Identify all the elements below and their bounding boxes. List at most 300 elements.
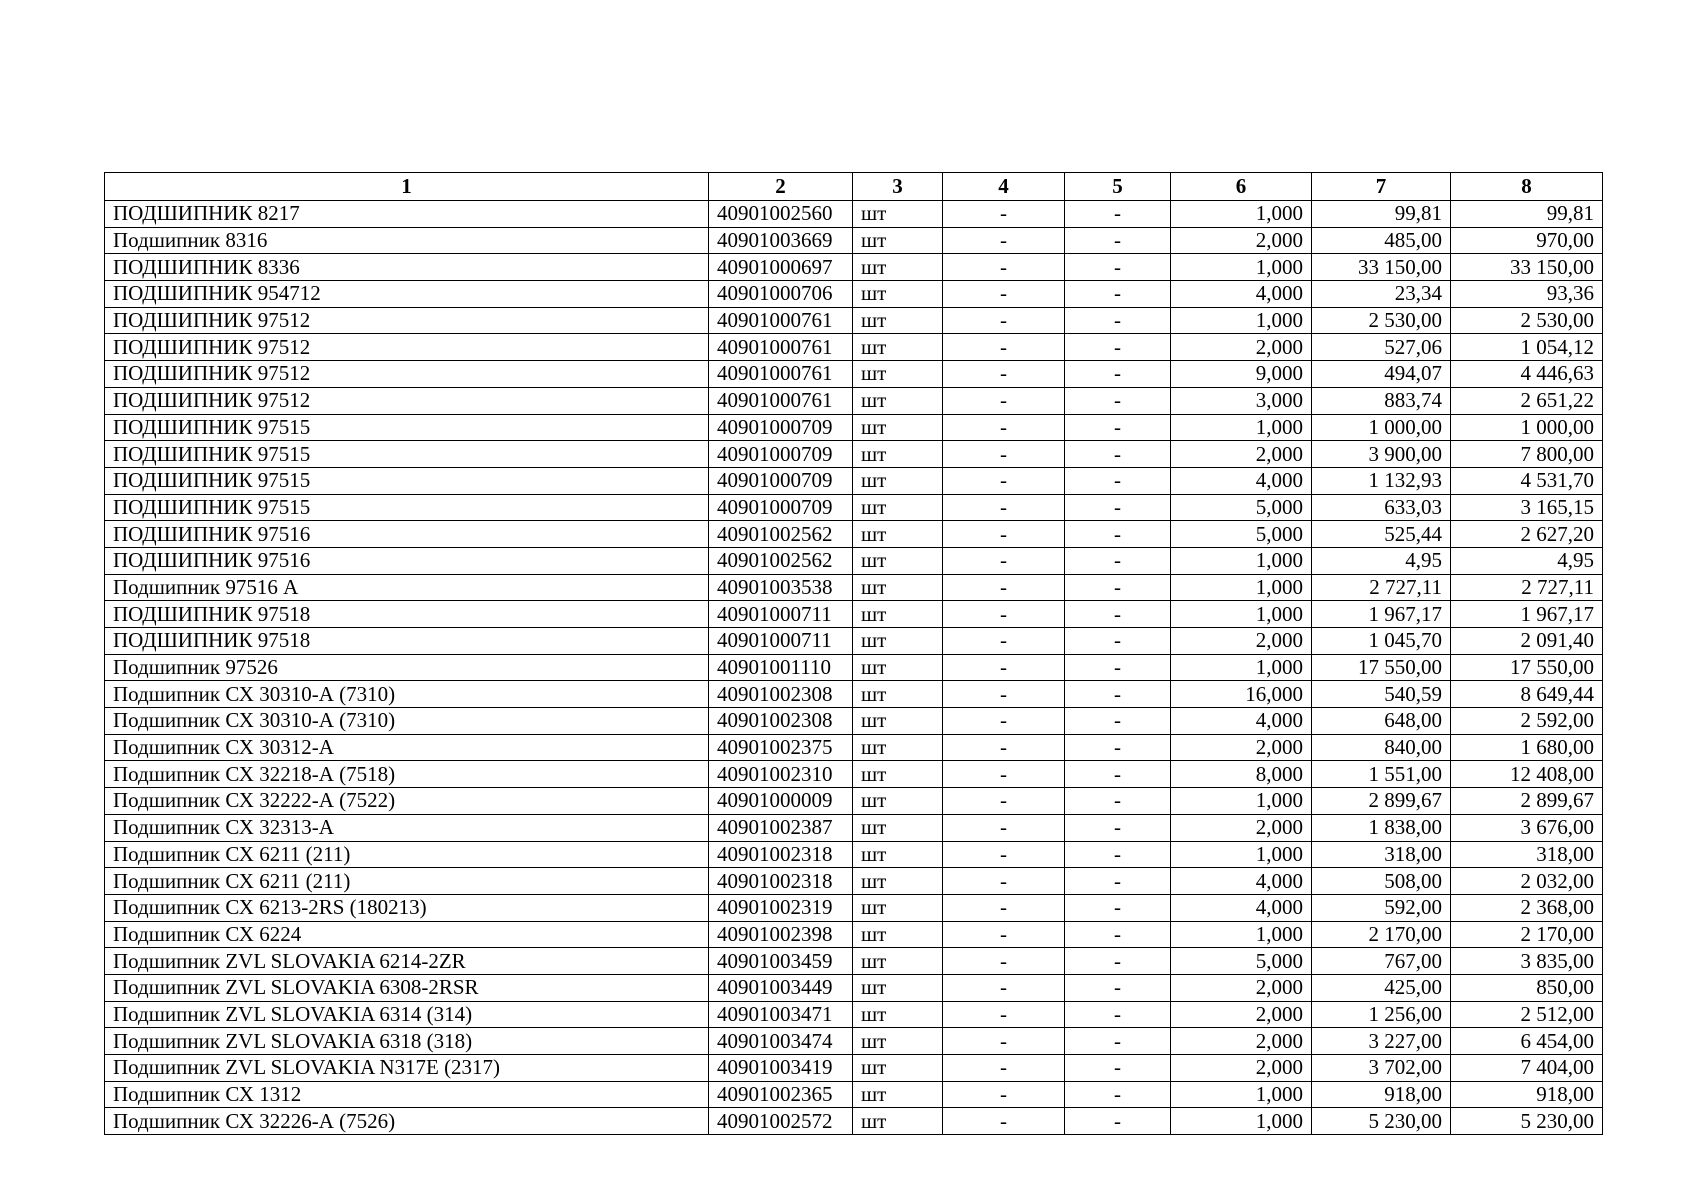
quantity-cell: 1,000 [1171,1081,1312,1108]
price-cell: 2 899,67 [1312,788,1451,815]
amount-cell: 4,95 [1451,547,1603,574]
unit-cell: шт [853,654,943,681]
quantity-cell: 5,000 [1171,494,1312,521]
amount-cell: 2 727,11 [1451,574,1603,601]
amount-cell: 8 649,44 [1451,681,1603,708]
col5-value-cell: - [1065,414,1171,441]
item-code-cell: 40901001110 [709,654,853,681]
table-row [105,281,1603,308]
col5-value-cell: - [1065,894,1171,921]
item-name-cell: Подшипник СХ 32226-А (7526) [105,1108,709,1135]
col4-value-cell: - [943,467,1065,494]
item-code-cell: 40901000706 [709,281,853,308]
price-cell: 1 000,00 [1312,414,1451,441]
table-row [105,681,1603,708]
unit-cell: шт [853,948,943,975]
item-code-cell: 40901000709 [709,414,853,441]
amount-cell: 7 800,00 [1451,441,1603,468]
price-cell: 99,81 [1312,201,1451,228]
item-code-cell: 40901002562 [709,547,853,574]
quantity-cell: 1,000 [1171,254,1312,281]
price-cell: 592,00 [1312,894,1451,921]
quantity-cell: 1,000 [1171,574,1312,601]
col5-value-cell: - [1065,921,1171,948]
item-code-cell: 40901000709 [709,467,853,494]
table-row [105,1001,1603,1028]
amount-cell: 99,81 [1451,201,1603,228]
col4-value-cell: - [943,441,1065,468]
col4-value-cell: - [943,254,1065,281]
unit-cell: шт [853,334,943,361]
item-name-cell: Подшипник ZVL SLOVAKIA 6214-2ZR [105,948,709,975]
column-header-8: 8 [1451,173,1603,201]
item-code-cell: 40901002318 [709,868,853,895]
column-header-1: 1 [105,173,709,201]
table-row [105,494,1603,521]
item-name-cell: Подшипник ZVL SLOVAKIA 6308-2RSR [105,974,709,1001]
column-header-4: 4 [943,173,1065,201]
quantity-cell: 4,000 [1171,868,1312,895]
price-cell: 17 550,00 [1312,654,1451,681]
price-cell: 648,00 [1312,708,1451,735]
quantity-cell: 2,000 [1171,334,1312,361]
unit-cell: шт [853,227,943,254]
item-code-cell: 40901002387 [709,814,853,841]
item-code-cell: 40901002308 [709,681,853,708]
table-row [105,387,1603,414]
quantity-cell: 4,000 [1171,894,1312,921]
col5-value-cell: - [1065,361,1171,388]
quantity-cell: 9,000 [1171,361,1312,388]
amount-cell: 2 651,22 [1451,387,1603,414]
col5-value-cell: - [1065,334,1171,361]
item-name-cell: ПОДШИПНИК 8336 [105,254,709,281]
price-cell: 1 551,00 [1312,761,1451,788]
amount-cell: 2 512,00 [1451,1001,1603,1028]
item-code-cell: 40901000761 [709,334,853,361]
price-cell: 425,00 [1312,974,1451,1001]
col4-value-cell: - [943,547,1065,574]
table-row [105,628,1603,655]
col5-value-cell: - [1065,761,1171,788]
col5-value-cell: - [1065,467,1171,494]
unit-cell: шт [853,307,943,334]
col5-value-cell: - [1065,281,1171,308]
item-code-cell: 40901003449 [709,974,853,1001]
col5-value-cell: - [1065,601,1171,628]
price-cell: 525,44 [1312,521,1451,548]
price-cell: 318,00 [1312,841,1451,868]
col4-value-cell: - [943,894,1065,921]
col4-value-cell: - [943,601,1065,628]
col4-value-cell: - [943,414,1065,441]
col5-value-cell: - [1065,628,1171,655]
price-cell: 494,07 [1312,361,1451,388]
quantity-cell: 2,000 [1171,1055,1312,1082]
unit-cell: шт [853,1001,943,1028]
item-name-cell: Подшипник СХ 1312 [105,1081,709,1108]
item-name-cell: ПОДШИПНИК 97518 [105,601,709,628]
col4-value-cell: - [943,868,1065,895]
amount-cell: 2 091,40 [1451,628,1603,655]
col4-value-cell: - [943,974,1065,1001]
unit-cell: шт [853,574,943,601]
unit-cell: шт [853,254,943,281]
table-row [105,441,1603,468]
item-name-cell: ПОДШИПНИК 97512 [105,387,709,414]
table-row [105,361,1603,388]
table-row [105,654,1603,681]
price-cell: 3 702,00 [1312,1055,1451,1082]
item-name-cell: Подшипник СХ 32222-А (7522) [105,788,709,815]
col5-value-cell: - [1065,734,1171,761]
price-cell: 883,74 [1312,387,1451,414]
table-row [105,334,1603,361]
item-name-cell: Подшипник СХ 30312-А [105,734,709,761]
column-header-7: 7 [1312,173,1451,201]
col4-value-cell: - [943,574,1065,601]
col4-value-cell: - [943,708,1065,735]
amount-cell: 4 531,70 [1451,467,1603,494]
table-row [105,414,1603,441]
col4-value-cell: - [943,921,1065,948]
item-name-cell: ПОДШИПНИК 97512 [105,307,709,334]
table-row [105,1108,1603,1135]
col5-value-cell: - [1065,868,1171,895]
item-name-cell: ПОДШИПНИК 97516 [105,521,709,548]
unit-cell: шт [853,841,943,868]
item-code-cell: 40901000711 [709,601,853,628]
col5-value-cell: - [1065,814,1171,841]
col5-value-cell: - [1065,974,1171,1001]
col4-value-cell: - [943,948,1065,975]
column-header-5: 5 [1065,173,1171,201]
amount-cell: 2 032,00 [1451,868,1603,895]
unit-cell: шт [853,761,943,788]
quantity-cell: 2,000 [1171,1001,1312,1028]
amount-cell: 1 054,12 [1451,334,1603,361]
amount-cell: 3 676,00 [1451,814,1603,841]
amount-cell: 2 592,00 [1451,708,1603,735]
quantity-cell: 3,000 [1171,387,1312,414]
item-code-cell: 40901000761 [709,307,853,334]
price-cell: 23,34 [1312,281,1451,308]
col5-value-cell: - [1065,547,1171,574]
amount-cell: 850,00 [1451,974,1603,1001]
unit-cell: шт [853,734,943,761]
quantity-cell: 4,000 [1171,281,1312,308]
col4-value-cell: - [943,1055,1065,1082]
amount-cell: 1 680,00 [1451,734,1603,761]
price-cell: 485,00 [1312,227,1451,254]
col5-value-cell: - [1065,1028,1171,1055]
col4-value-cell: - [943,814,1065,841]
price-cell: 4,95 [1312,547,1451,574]
item-name-cell: ПОДШИПНИК 97512 [105,361,709,388]
item-name-cell: Подшипник СХ 6211 (211) [105,841,709,868]
unit-cell: шт [853,708,943,735]
quantity-cell: 1,000 [1171,307,1312,334]
item-code-cell: 40901002310 [709,761,853,788]
table-row [105,547,1603,574]
item-name-cell: Подшипник СХ 30310-А (7310) [105,681,709,708]
item-name-cell: Подшипник ZVL SLOVAKIA N317E (2317) [105,1055,709,1082]
item-name-cell: ПОДШИПНИК 97516 [105,547,709,574]
item-name-cell: ПОДШИПНИК 8217 [105,201,709,228]
price-cell: 840,00 [1312,734,1451,761]
quantity-cell: 2,000 [1171,734,1312,761]
col4-value-cell: - [943,387,1065,414]
item-name-cell: ПОДШИПНИК 954712 [105,281,709,308]
col5-value-cell: - [1065,574,1171,601]
table-row [105,761,1603,788]
item-code-cell: 40901003669 [709,227,853,254]
col4-value-cell: - [943,1001,1065,1028]
table-row [105,574,1603,601]
price-cell: 33 150,00 [1312,254,1451,281]
item-name-cell: ПОДШИПНИК 97515 [105,467,709,494]
item-code-cell: 40901002572 [709,1108,853,1135]
item-name-cell: Подшипник СХ 30310-А (7310) [105,708,709,735]
price-cell: 2 727,11 [1312,574,1451,601]
amount-cell: 2 899,67 [1451,788,1603,815]
table-row [105,1028,1603,1055]
column-header-2: 2 [709,173,853,201]
table-row [105,227,1603,254]
table-row [105,894,1603,921]
item-name-cell: Подшипник 97516 А [105,574,709,601]
item-code-cell: 40901003474 [709,1028,853,1055]
col4-value-cell: - [943,227,1065,254]
unit-cell: шт [853,201,943,228]
item-name-cell: ПОДШИПНИК 97515 [105,441,709,468]
unit-cell: шт [853,547,943,574]
price-cell: 3 227,00 [1312,1028,1451,1055]
price-cell: 2 170,00 [1312,921,1451,948]
amount-cell: 1 000,00 [1451,414,1603,441]
item-name-cell: Подшипник 97526 [105,654,709,681]
table-row [105,814,1603,841]
price-cell: 1 132,93 [1312,467,1451,494]
price-cell: 1 256,00 [1312,1001,1451,1028]
table-row [105,467,1603,494]
item-code-cell: 40901003459 [709,948,853,975]
item-code-cell: 40901000697 [709,254,853,281]
col4-value-cell: - [943,1108,1065,1135]
unit-cell: шт [853,814,943,841]
col5-value-cell: - [1065,254,1171,281]
unit-cell: шт [853,494,943,521]
table-row [105,974,1603,1001]
quantity-cell: 1,000 [1171,841,1312,868]
col5-value-cell: - [1065,1081,1171,1108]
table-header [105,173,1603,201]
col4-value-cell: - [943,788,1065,815]
item-code-cell: 40901003471 [709,1001,853,1028]
item-code-cell: 40901000711 [709,628,853,655]
amount-cell: 2 170,00 [1451,921,1603,948]
item-code-cell: 40901002365 [709,1081,853,1108]
item-name-cell: ПОДШИПНИК 97515 [105,494,709,521]
price-cell: 527,06 [1312,334,1451,361]
col4-value-cell: - [943,681,1065,708]
col5-value-cell: - [1065,1001,1171,1028]
unit-cell: шт [853,628,943,655]
quantity-cell: 2,000 [1171,1028,1312,1055]
item-name-cell: Подшипник СХ 32313-А [105,814,709,841]
table-row [105,521,1603,548]
unit-cell: шт [853,387,943,414]
col5-value-cell: - [1065,201,1171,228]
quantity-cell: 1,000 [1171,201,1312,228]
item-name-cell: Подшипник СХ 6211 (211) [105,868,709,895]
unit-cell: шт [853,521,943,548]
col5-value-cell: - [1065,521,1171,548]
col5-value-cell: - [1065,227,1171,254]
col4-value-cell: - [943,1028,1065,1055]
col4-value-cell: - [943,841,1065,868]
col4-value-cell: - [943,628,1065,655]
unit-cell: шт [853,601,943,628]
item-name-cell: Подшипник СХ 6213-2RS (180213) [105,894,709,921]
item-code-cell: 40901002562 [709,521,853,548]
unit-cell: шт [853,894,943,921]
col4-value-cell: - [943,334,1065,361]
price-cell: 767,00 [1312,948,1451,975]
quantity-cell: 1,000 [1171,547,1312,574]
item-code-cell: 40901000709 [709,441,853,468]
column-header-3: 3 [853,173,943,201]
col5-value-cell: - [1065,494,1171,521]
item-code-cell: 40901000761 [709,361,853,388]
col5-value-cell: - [1065,708,1171,735]
col4-value-cell: - [943,521,1065,548]
quantity-cell: 1,000 [1171,601,1312,628]
unit-cell: шт [853,868,943,895]
quantity-cell: 1,000 [1171,1108,1312,1135]
unit-cell: шт [853,788,943,815]
amount-cell: 7 404,00 [1451,1055,1603,1082]
item-code-cell: 40901003419 [709,1055,853,1082]
col5-value-cell: - [1065,948,1171,975]
amount-cell: 4 446,63 [1451,361,1603,388]
item-name-cell: Подшипник 8316 [105,227,709,254]
col5-value-cell: - [1065,1108,1171,1135]
table-body [105,201,1603,1135]
item-code-cell: 40901000709 [709,494,853,521]
quantity-cell: 1,000 [1171,788,1312,815]
table-row [105,734,1603,761]
price-cell: 3 900,00 [1312,441,1451,468]
quantity-cell: 2,000 [1171,628,1312,655]
col5-value-cell: - [1065,1055,1171,1082]
item-code-cell: 40901002560 [709,201,853,228]
item-name-cell: Подшипник СХ 32218-А (7518) [105,761,709,788]
amount-cell: 17 550,00 [1451,654,1603,681]
price-cell: 633,03 [1312,494,1451,521]
table-row [105,788,1603,815]
table-row [105,708,1603,735]
amount-cell: 5 230,00 [1451,1108,1603,1135]
col4-value-cell: - [943,281,1065,308]
quantity-cell: 2,000 [1171,974,1312,1001]
col5-value-cell: - [1065,307,1171,334]
item-name-cell: Подшипник ZVL SLOVAKIA 6318 (318) [105,1028,709,1055]
price-cell: 918,00 [1312,1081,1451,1108]
column-header-6: 6 [1171,173,1312,201]
amount-cell: 970,00 [1451,227,1603,254]
unit-cell: шт [853,974,943,1001]
price-cell: 5 230,00 [1312,1108,1451,1135]
col4-value-cell: - [943,361,1065,388]
table-row [105,1055,1603,1082]
col4-value-cell: - [943,494,1065,521]
amount-cell: 33 150,00 [1451,254,1603,281]
quantity-cell: 4,000 [1171,708,1312,735]
amount-cell: 1 967,17 [1451,601,1603,628]
quantity-cell: 16,000 [1171,681,1312,708]
quantity-cell: 2,000 [1171,227,1312,254]
table-row [105,921,1603,948]
item-code-cell: 40901002308 [709,708,853,735]
col5-value-cell: - [1065,387,1171,414]
item-code-cell: 40901002318 [709,841,853,868]
col5-value-cell: - [1065,441,1171,468]
quantity-cell: 5,000 [1171,948,1312,975]
col4-value-cell: - [943,761,1065,788]
item-code-cell: 40901000009 [709,788,853,815]
item-name-cell: ПОДШИПНИК 97512 [105,334,709,361]
item-code-cell: 40901002319 [709,894,853,921]
amount-cell: 12 408,00 [1451,761,1603,788]
table-row [105,307,1603,334]
table-row [105,868,1603,895]
unit-cell: шт [853,681,943,708]
col4-value-cell: - [943,1081,1065,1108]
unit-cell: шт [853,1108,943,1135]
quantity-cell: 5,000 [1171,521,1312,548]
amount-cell: 93,36 [1451,281,1603,308]
table-row [105,254,1603,281]
col5-value-cell: - [1065,788,1171,815]
unit-cell: шт [853,414,943,441]
header-row [105,173,1603,201]
amount-cell: 6 454,00 [1451,1028,1603,1055]
quantity-cell: 1,000 [1171,414,1312,441]
col4-value-cell: - [943,201,1065,228]
unit-cell: шт [853,467,943,494]
col4-value-cell: - [943,734,1065,761]
table-row [105,1081,1603,1108]
quantity-cell: 4,000 [1171,467,1312,494]
unit-cell: шт [853,361,943,388]
price-cell: 540,59 [1312,681,1451,708]
price-cell: 2 530,00 [1312,307,1451,334]
amount-cell: 2 368,00 [1451,894,1603,921]
unit-cell: шт [853,1028,943,1055]
item-code-cell: 40901002398 [709,921,853,948]
table-row [105,948,1603,975]
unit-cell: шт [853,921,943,948]
unit-cell: шт [853,1055,943,1082]
col4-value-cell: - [943,654,1065,681]
unit-cell: шт [853,1081,943,1108]
inventory-table [104,172,1603,1135]
amount-cell: 318,00 [1451,841,1603,868]
price-cell: 508,00 [1312,868,1451,895]
price-cell: 1 967,17 [1312,601,1451,628]
item-code-cell: 40901000761 [709,387,853,414]
